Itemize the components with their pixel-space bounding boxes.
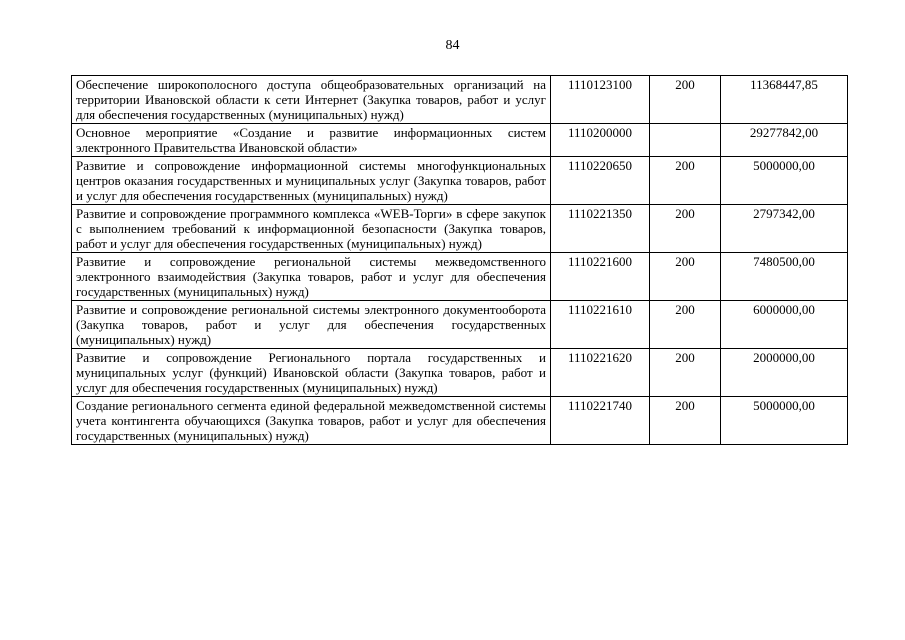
row-expense-type: 200 — [650, 76, 721, 124]
table-row — [72, 349, 848, 397]
row-expense-type: 200 — [650, 253, 721, 301]
page-number: 84 — [445, 38, 460, 53]
row-sum: 29277842,00 — [721, 124, 848, 157]
row-sum: 2000000,00 — [721, 349, 848, 397]
row-code: 1110220650 — [551, 157, 650, 205]
table-row — [72, 253, 848, 301]
row-code: 1110221350 — [551, 205, 650, 253]
row-sum: 5000000,00 — [721, 397, 848, 445]
row-name: Основное мероприятие «Создание и развитие информационных систем электронного Правительства Ивановской области» — [72, 124, 551, 157]
table-row — [72, 205, 848, 253]
row-code: 1110200000 — [551, 124, 650, 157]
row-code: 1110123100 — [551, 76, 650, 124]
table-row — [72, 76, 848, 124]
row-name: Развитие и сопровождение информационной системы многофункциональных центров оказания государственных и муниципальных услуг (Закупка товаров, работ и услуг для обеспечения государственных (муниципальных) нужд) — [72, 157, 551, 205]
row-expense-type — [650, 124, 721, 157]
row-sum: 5000000,00 — [721, 157, 848, 205]
row-code: 1110221740 — [551, 397, 650, 445]
row-name: Развитие и сопровождение программного комплекса «WEB-Торги» в сфере закупок с выполнением требований к информационной безопасности (Закупка товаров, работ и услуг для обеспечения государственных (муниципальных) нужд) — [72, 205, 551, 253]
row-code: 1110221600 — [551, 253, 650, 301]
row-sum: 7480500,00 — [721, 253, 848, 301]
row-name: Развитие и сопровождение региональной системы электронного документооборота (Закупка товаров, работ и услуг для обеспечения государственных (муниципальных) нужд) — [72, 301, 551, 349]
row-code: 1110221620 — [551, 349, 650, 397]
table-row — [72, 157, 848, 205]
budget-table — [71, 75, 848, 445]
row-name: Развитие и сопровождение региональной системы межведомственного электронного взаимодействия (Закупка товаров, работ и услуг для обеспечения государственных (муниципальных) нужд) — [72, 253, 551, 301]
row-expense-type: 200 — [650, 349, 721, 397]
row-sum: 2797342,00 — [721, 205, 848, 253]
table-row — [72, 397, 848, 445]
row-code: 1110221610 — [551, 301, 650, 349]
row-expense-type: 200 — [650, 205, 721, 253]
row-expense-type: 200 — [650, 157, 721, 205]
row-expense-type: 200 — [650, 397, 721, 445]
row-name: Создание регионального сегмента единой федеральной межведомственной системы учета контингента обучающихся (Закупка товаров, работ и услуг для обеспечения государственных (муниципальных) нужд) — [72, 397, 551, 445]
row-sum: 11368447,85 — [721, 76, 848, 124]
table-row — [72, 301, 848, 349]
row-sum: 6000000,00 — [721, 301, 848, 349]
row-name: Обеспечение широкополосного доступа общеобразовательных организаций на территории Ивановской области к сети Интернет (Закупка товаров, работ и услуг для обеспечения государственных (муниципальных) нужд) — [72, 76, 551, 124]
row-expense-type: 200 — [650, 301, 721, 349]
table-row — [72, 124, 848, 157]
row-name: Развитие и сопровождение Регионального портала государственных и муниципальных услуг (функций) Ивановской области (Закупка товаров, работ и услуг для обеспечения государственных (муниципальных) нужд) — [72, 349, 551, 397]
